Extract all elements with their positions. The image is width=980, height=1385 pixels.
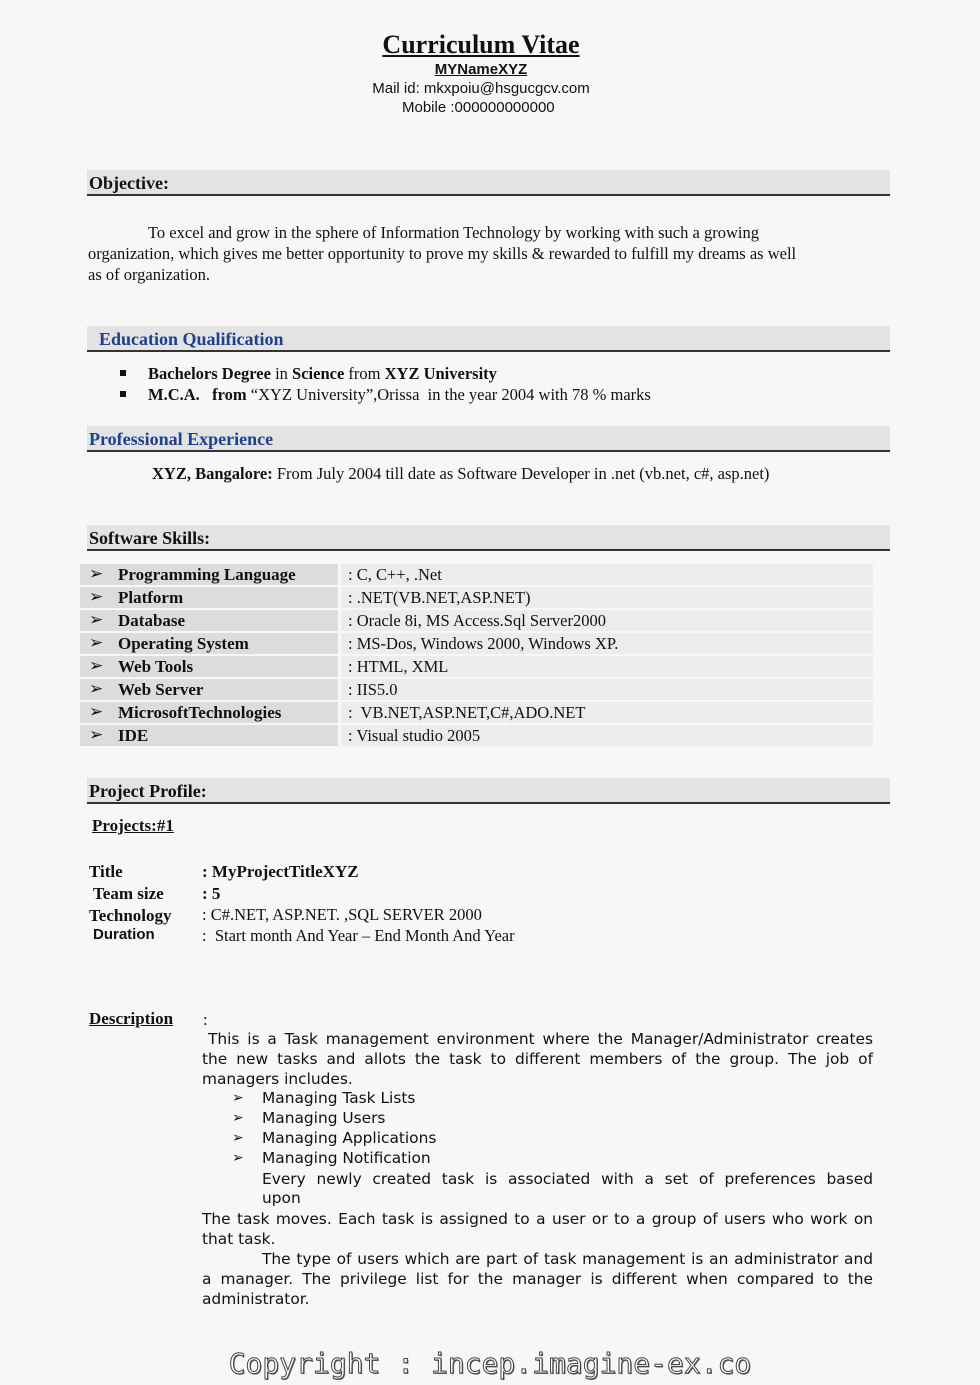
skill-value: : HTML, XML xyxy=(348,657,449,676)
arrow-bullet-icon: ➢ xyxy=(89,725,104,745)
education-detail: “XYZ University”,Orissa in the year 2004 with 78 % marks xyxy=(246,385,651,404)
degree-field: Science xyxy=(292,364,345,383)
description-list-item: Managing Task Lists xyxy=(262,1089,416,1107)
education-section-bar xyxy=(87,326,890,352)
skill-value: : Oracle 8i, MS Access.Sql Server2000 xyxy=(348,611,606,630)
description-paragraph-4: The type of users which are part of task management is an administrator and a manager. The privilege list for the manager is different when compared to the administrator. xyxy=(202,1250,873,1308)
skill-name: Database xyxy=(118,611,186,630)
project-subheading: Projects:#1 xyxy=(92,816,174,835)
technology-label: Technology xyxy=(89,906,172,925)
arrow-bullet-icon: ➢ xyxy=(232,1090,244,1106)
company-name: XYZ, Bangalore: xyxy=(152,464,273,483)
project-section-bar xyxy=(87,778,890,804)
document-title: Curriculum Vitae xyxy=(382,30,580,59)
skill-value: : MS-Dos, Windows 2000, Windows XP. xyxy=(348,634,619,653)
skill-value-cell xyxy=(341,679,873,700)
candidate-name: MYNameXYZ xyxy=(434,61,528,78)
skills-heading: Software Skills: xyxy=(89,528,211,548)
project-heading: Project Profile: xyxy=(89,781,207,801)
arrow-bullet-icon: ➢ xyxy=(89,610,104,630)
university-name: XYZ University xyxy=(384,364,497,383)
skill-row xyxy=(80,564,873,586)
team-size-value: : 5 xyxy=(202,884,221,903)
text-fragment: from xyxy=(344,364,385,383)
skill-name: MicrosoftTechnologies xyxy=(118,703,282,722)
arrow-bullet-icon: ➢ xyxy=(89,633,104,653)
experience-entry xyxy=(152,464,769,484)
bullet-icon xyxy=(120,391,126,397)
degree-name: M.C.A. from xyxy=(148,385,247,404)
description-paragraph-3: The task moves. Each task is assigned to a user or to a group of users who work on that task. xyxy=(202,1210,873,1248)
objective-section-bar xyxy=(87,170,890,196)
skill-value: : VB.NET,ASP.NET,C#,ADO.NET xyxy=(348,703,586,722)
arrow-bullet-icon: ➢ xyxy=(89,587,104,607)
description-paragraph-2b: upon xyxy=(262,1189,301,1207)
skill-value: : C, C++, .Net xyxy=(348,565,442,584)
title-value: : MyProjectTitleXYZ xyxy=(202,862,359,881)
skill-row xyxy=(80,679,873,701)
skill-row xyxy=(80,656,873,678)
skill-value: : IIS5.0 xyxy=(348,680,398,699)
skill-name: Operating System xyxy=(118,634,249,653)
arrow-bullet-icon: ➢ xyxy=(89,702,104,722)
description-label: Description xyxy=(89,1009,174,1028)
skill-value: : Visual studio 2005 xyxy=(348,726,481,745)
duration-value: : Start month And Year – End Month And Year xyxy=(202,926,515,945)
skills-section-bar xyxy=(87,525,890,551)
description-paragraph-2a: Every newly created task is associated with a set of preferences based xyxy=(262,1170,873,1188)
arrow-bullet-icon: ➢ xyxy=(89,564,104,584)
education-heading: Education Qualification xyxy=(99,329,284,349)
mobile-line: Mobile :000000000000 xyxy=(402,99,555,116)
title-label: Title xyxy=(89,862,123,881)
skill-row xyxy=(80,587,873,609)
arrow-bullet-icon: ➢ xyxy=(232,1130,244,1146)
skill-row xyxy=(80,725,873,747)
objective-line-2: organization, which gives me better opportunity to prove my skills & rewarded to fulfill my dreams as well xyxy=(88,244,797,263)
arrow-bullet-icon: ➢ xyxy=(89,656,104,676)
description-list-item: Managing Applications xyxy=(262,1129,437,1147)
experience-section-bar xyxy=(87,426,890,452)
objective-line-1: To excel and grow in the sphere of Information Technology by working with such a growing xyxy=(148,223,759,242)
skill-row xyxy=(80,610,873,632)
skill-name: Web Tools xyxy=(118,657,194,676)
objective-heading: Objective: xyxy=(89,173,169,193)
copyright-watermark: Copyright : incep.imagine-ex.co xyxy=(228,1347,752,1380)
team-size-label: Team size xyxy=(93,884,164,903)
degree-name: Bachelors Degree xyxy=(148,364,271,383)
experience-detail: From July 2004 till date as Software Developer in .net (vb.net, c#, asp.net) xyxy=(272,464,770,483)
email-line: Mail id: mkxpoiu@hsgucgcv.com xyxy=(372,80,590,97)
duration-label: Duration xyxy=(93,926,155,943)
skill-name: Platform xyxy=(118,588,184,607)
skill-name: IDE xyxy=(118,726,149,745)
skill-row xyxy=(80,702,873,724)
skill-name: Web Server xyxy=(118,680,204,699)
education-item-1 xyxy=(148,364,497,384)
text-fragment: in xyxy=(270,364,293,383)
skill-value: : .NET(VB.NET,ASP.NET) xyxy=(348,588,531,607)
objective-line-3: as of organization. xyxy=(88,265,211,284)
arrow-bullet-icon: ➢ xyxy=(89,679,104,699)
bullet-icon xyxy=(120,370,126,376)
arrow-bullet-icon: ➢ xyxy=(232,1150,244,1166)
description-colon: : xyxy=(203,1010,208,1029)
skill-row xyxy=(80,633,873,655)
description-list-item: Managing Users xyxy=(262,1109,386,1127)
description-paragraph-1: This is a Task management environment where the Manager/Administrator creates the new tasks and allots the task to different members of the group. The job of managers includes. xyxy=(202,1030,873,1088)
technology-value: : C#.NET, ASP.NET. ,SQL SERVER 2000 xyxy=(202,905,482,924)
experience-heading: Professional Experience xyxy=(89,429,274,449)
description-list-item: Managing Notification xyxy=(262,1149,431,1167)
education-item-2 xyxy=(148,385,651,405)
skill-name: Programming Language xyxy=(118,565,296,584)
arrow-bullet-icon: ➢ xyxy=(232,1110,244,1126)
